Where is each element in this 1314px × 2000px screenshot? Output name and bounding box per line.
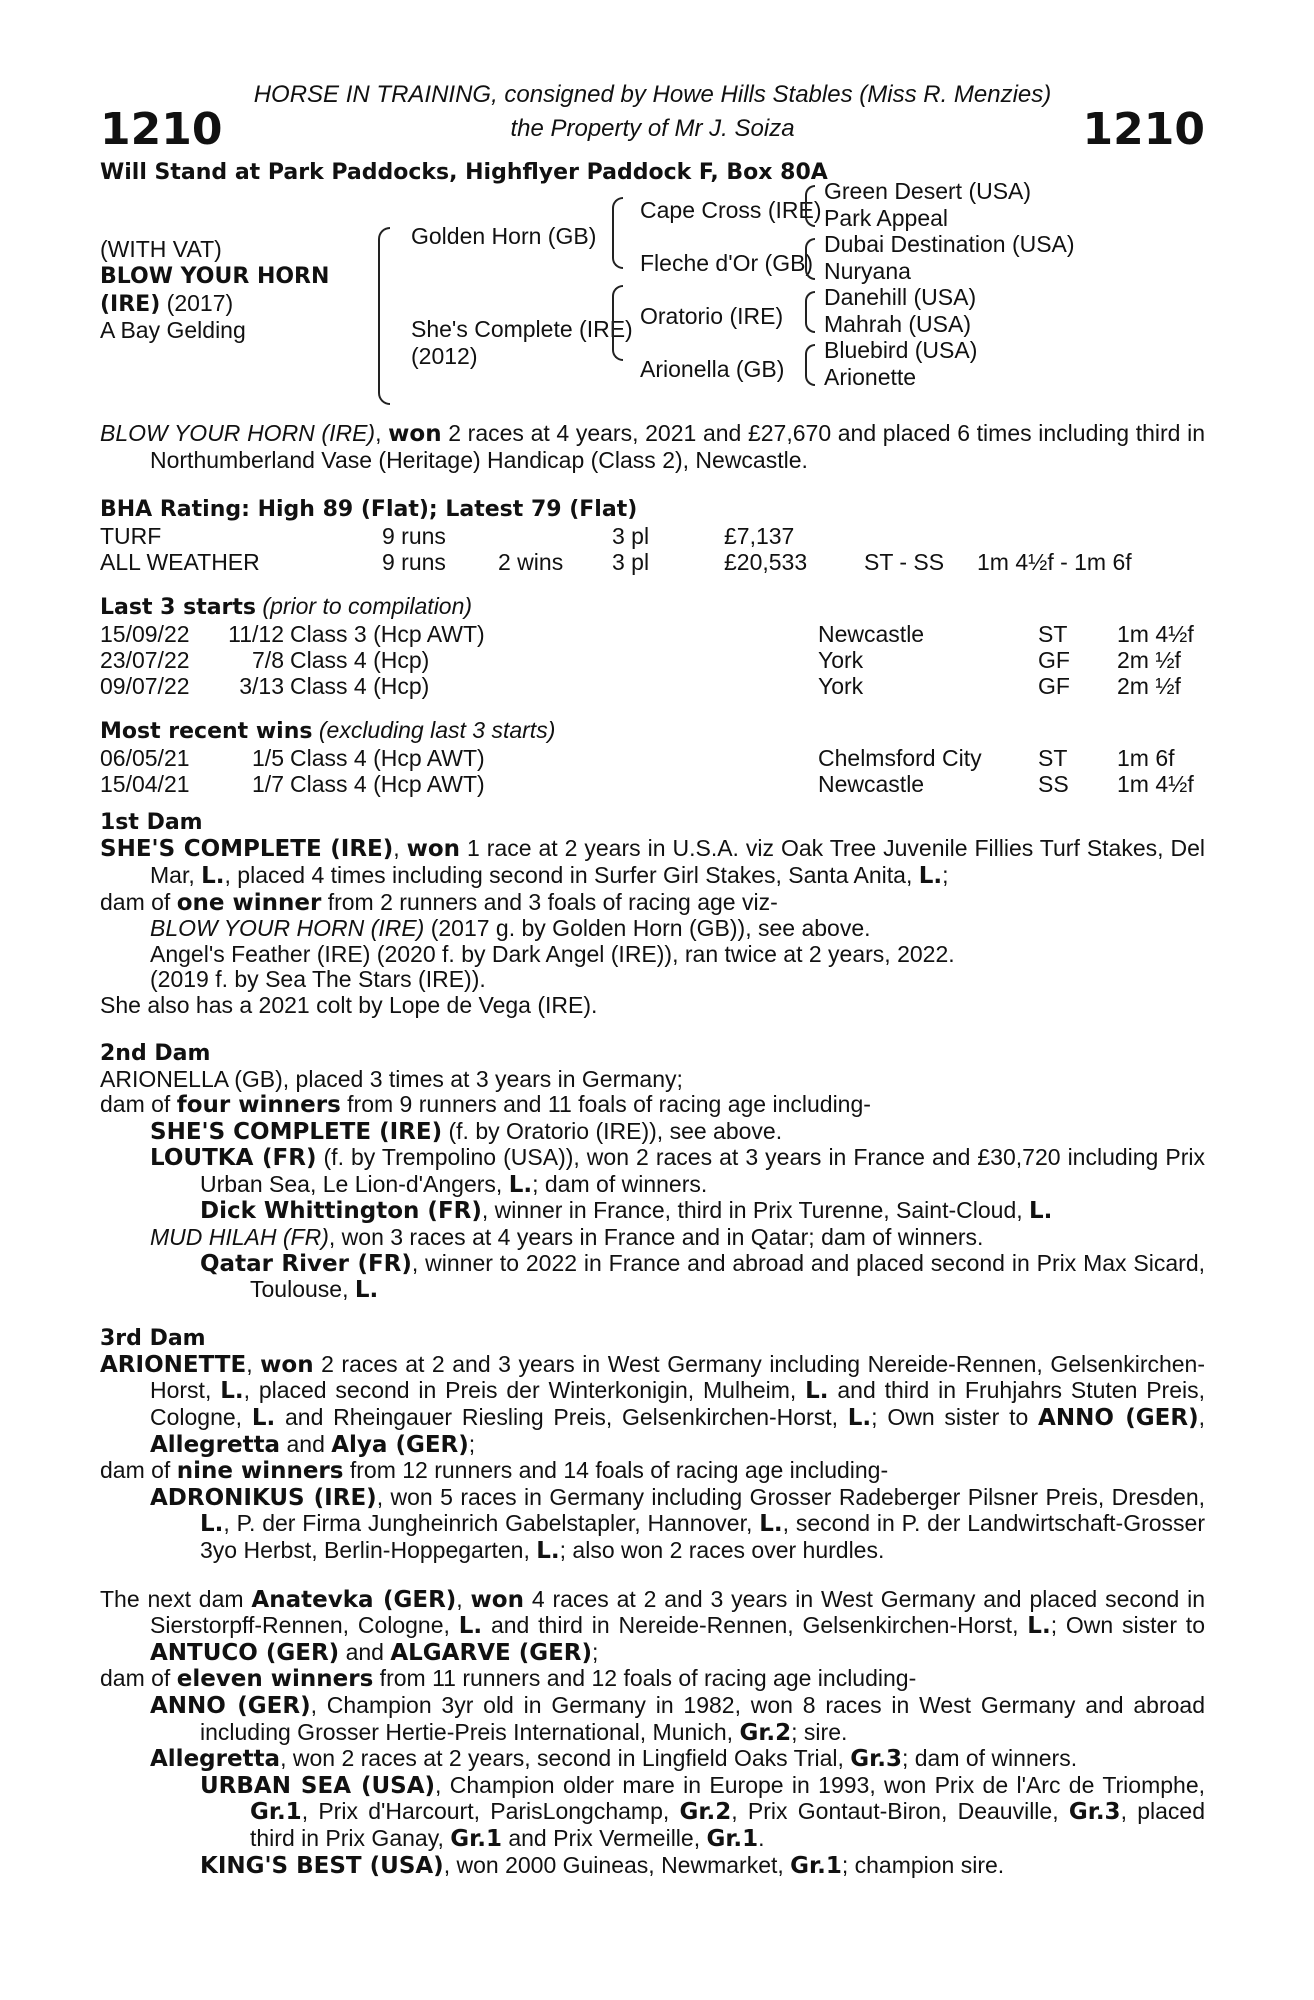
produce-name: KING'S BEST (USA): [200, 1852, 444, 1879]
rating-row-turf: [100, 523, 1205, 549]
produce-entry: [100, 1198, 1205, 1225]
form-class: Class 4 (Hcp AWT): [290, 770, 485, 797]
listed-mark: L.: [805, 1378, 829, 1405]
produce-entry: [100, 1485, 1205, 1565]
listed-mark: L.: [251, 1405, 276, 1432]
dam-of-text: dam of: [100, 888, 177, 915]
rating-prize: £20,533: [724, 548, 808, 575]
lot-header: [100, 104, 1205, 158]
next-dam-produce-intro: [100, 1666, 1205, 1693]
form-row: [100, 771, 1205, 797]
pedigree-g6: Mahrah (USA): [824, 311, 971, 337]
group-mark: Gr.2: [679, 1799, 732, 1826]
listed-mark: L.: [759, 1511, 783, 1538]
produce-entry: [100, 1773, 1205, 1853]
brace-g56: [805, 291, 815, 333]
form-distance: 1m 6f: [1117, 745, 1175, 772]
summary-text1: 2 races at 4 years, 2021 and £27,670 and placed 6 times: [441, 420, 1032, 446]
next-dam-winners: eleven winners: [176, 1666, 374, 1693]
race-summary: BLOW YOUR HORN (IRE), won 2 races at 4 years, 2021 and £27,670 and placed 6 times including third in Northumberland Vase (Heritage) Handicap (Class 2), Newcastle.: [100, 420, 1205, 473]
punctuation: ;: [468, 1430, 476, 1457]
form-class: Class 3 (Hcp AWT): [290, 621, 485, 648]
dam2-produce-intro: [100, 1092, 1205, 1119]
form-distance: 1m 4½f: [1117, 770, 1194, 797]
dam1-title: 1st Dam: [100, 810, 203, 836]
produce-entry: (2019 f. by Sea The Stars (IRE)).: [150, 966, 486, 993]
pedigree-g2: Park Appeal: [824, 205, 949, 231]
produce-name: MUD HILAH (FR): [150, 1224, 329, 1251]
horse-name-line2: [100, 290, 233, 318]
pedigree-g7: Bluebird (USA): [824, 337, 978, 363]
produce-name: Qatar River (FR): [200, 1250, 412, 1277]
dam2-winners: four winners: [176, 1092, 341, 1119]
next-dam-text: and third in Nereide-Rennen, Gelsenkirchen-Horst,: [482, 1612, 1028, 1639]
stand-line: Will Stand at Park Paddocks, Highflyer Paddock F, Box 80A: [100, 160, 828, 185]
produce-text: ; dam of winners.: [901, 1745, 1078, 1772]
produce-text: , won 5 races in Germany including Grosser Radeberger Pilsner Preis, Dresden,: [376, 1483, 1206, 1510]
dam3-winners: nine winners: [176, 1458, 344, 1485]
listed-mark: L.: [354, 1277, 379, 1304]
form-class: Class 4 (Hcp AWT): [290, 745, 485, 772]
form-position: 3/13: [239, 672, 284, 699]
recent-title-row: [100, 718, 1205, 745]
produce-text: ; dam of winners.: [532, 1170, 708, 1197]
dam3-text: ; Own sister to: [871, 1404, 1039, 1431]
dam-dam: Arionella (GB): [640, 356, 785, 382]
produce-text: ; also won 2 races over hurdles.: [559, 1537, 885, 1563]
form-going: GF: [1038, 672, 1070, 699]
sibling-name: Allegretta: [150, 1431, 281, 1458]
brace-sire: [612, 197, 623, 269]
rating-placed: 3 pl: [612, 523, 650, 550]
listed-mark: L.: [1029, 1198, 1053, 1225]
bha-rating-title: BHA Rating: High 89 (Flat); Latest 79 (Flat): [100, 497, 638, 523]
form-going: ST: [1038, 621, 1068, 648]
next-dam-name: Anatevka (GER): [251, 1586, 457, 1613]
form-course: York: [818, 646, 864, 673]
last3-title: Last 3 starts: [100, 595, 257, 621]
produce-text: , winner to 2022 in France and abroad and placed second in Prix Max Sicard, Toulouse,: [250, 1249, 1206, 1303]
dam3-text: , placed second in Preis der Winterkonigin, Mulheim,: [243, 1377, 806, 1404]
lot-number-right: 1210: [1082, 104, 1205, 155]
dam1-name: SHE'S COMPLETE (IRE): [100, 836, 394, 863]
recent-title: Most recent wins: [100, 719, 313, 745]
listed-mark: L.: [458, 1613, 483, 1640]
produce-text: (2017 g. by Golden Horn (GB)), see above.: [424, 915, 871, 942]
dam3-won: won: [260, 1351, 314, 1378]
group-mark: Gr.1: [706, 1825, 759, 1852]
lot-number-left: 1210: [100, 104, 223, 155]
punctuation: ;: [942, 861, 949, 888]
form-going: GF: [1038, 646, 1070, 673]
form-row: [100, 745, 1205, 771]
group-mark: Gr.1: [790, 1852, 842, 1879]
dam1-record: SHE'S COMPLETE (IRE), won 1 race at 2 years in U.S.A. viz Oak Tree Juvenile Fillies Turf Stakes, Del Mar, L., placed 4 times including second in Surfer Girl Stakes, Santa Anita, L.;: [100, 835, 1205, 889]
produce-text: , second in P. der Landwirtschaft-Grosser 3yo Herbst, Berlin-Hoppegarten,: [200, 1510, 1205, 1563]
produce-name: ANNO (GER): [150, 1692, 311, 1719]
next-dam-lead: The next dam: [100, 1585, 252, 1612]
horse-description: A Bay Gelding: [100, 317, 246, 343]
conjunction: and: [339, 1638, 391, 1665]
horse-suffix: (IRE): [100, 292, 161, 317]
form-position: 1/5: [252, 745, 284, 772]
dam-of-text: dam of: [100, 1665, 177, 1692]
dam-of-rest: from 11 runners and 12 foals of racing age including-: [373, 1665, 917, 1692]
produce-entry: [100, 1853, 1205, 1880]
produce-text: , won 2000 Guineas, Newmarket,: [443, 1851, 791, 1878]
summary-won: won: [388, 421, 442, 447]
next-dam-text: 4 races at 2 and 3 years in West Germany and placed second in Sierstorpff-Rennen, Cologne,: [150, 1585, 1205, 1639]
brace-gen1: [378, 227, 390, 405]
pedigree-table: [100, 178, 1205, 405]
form-position: 11/12: [228, 621, 284, 648]
group-mark: Gr.3: [1068, 1799, 1121, 1826]
dam3-text: 2 races at 2 and 3 years in West Germany including Nereide-Rennen, Gelsenkirchen-Horst,: [150, 1350, 1206, 1404]
sibling-name: ANTUCO (GER): [150, 1639, 340, 1666]
produce-name: SHE'S COMPLETE (IRE): [150, 1118, 443, 1145]
produce-text: , Prix Gontaut-Biron, Deauville,: [731, 1798, 1069, 1825]
produce-name: Allegretta: [150, 1746, 281, 1773]
form-distance: 1m 4½f: [1117, 621, 1194, 648]
punctuation: .: [758, 1824, 765, 1851]
dam2-title: 2nd Dam: [100, 1040, 211, 1066]
produce-text: (f. by Trempolino (USA)), won 2 races at 3 years in France and £30,720 including Prix Urban Sea, Le Lion-d'Angers,: [200, 1144, 1205, 1197]
pedigree-g1: Green Desert (USA): [824, 178, 1032, 204]
sibling-name: Alya (GER): [331, 1431, 469, 1458]
produce-name: URBAN SEA (USA): [200, 1772, 436, 1799]
group-mark: Gr.3: [850, 1746, 902, 1773]
sire-dam: Fleche d'Or (GB): [640, 250, 814, 276]
vat-note: (WITH VAT): [100, 236, 222, 262]
dam-of-text: dam of: [100, 1091, 177, 1118]
next-dam-won: won: [470, 1586, 524, 1613]
form-course: York: [818, 672, 864, 699]
produce-text: , placed third in Prix Ganay,: [250, 1798, 1205, 1851]
produce-entry: [100, 1225, 1205, 1251]
form-date: 06/05/21: [100, 745, 190, 772]
dam: She's Complete (IRE): [411, 316, 633, 342]
brace-g34: [805, 238, 815, 280]
horse-name: BLOW YOUR HORN: [100, 264, 330, 289]
sire-sire: Cape Cross (IRE): [640, 197, 822, 223]
listed-mark: L.: [200, 1511, 224, 1538]
rating-placed: 3 pl: [612, 548, 650, 575]
produce-text: , winner in France, third in Prix Turenne, Saint-Cloud,: [481, 1197, 1030, 1224]
produce-entry: [100, 1119, 1205, 1146]
form-position: 7/8: [252, 646, 284, 673]
produce-entry: [100, 1145, 1205, 1198]
sibling-name: ALGARVE (GER): [390, 1639, 593, 1666]
produce-text: and Prix Vermeille,: [501, 1824, 707, 1851]
last3-note: (prior to compilation): [256, 593, 473, 620]
dam2-record: ARIONELLA (GB), placed 3 times at 3 years in Germany;: [100, 1065, 683, 1092]
produce-entry: Angel's Feather (IRE) (2020 f. by Dark Angel (IRE)), ran twice at 2 years, 2022.: [150, 940, 955, 967]
listed-mark: L.: [1027, 1613, 1051, 1640]
rating-going: ST - SS: [864, 548, 945, 575]
form-date: 09/07/22: [100, 672, 190, 699]
dam3-title: 3rd Dam: [100, 1325, 206, 1351]
dam-year: (2012): [411, 343, 478, 369]
recent-note: (excluding last 3 starts): [312, 717, 556, 744]
group-mark: Gr.2: [739, 1719, 792, 1746]
punctuation: ,: [1198, 1404, 1205, 1431]
dam3-produce-intro: [100, 1458, 1205, 1485]
produce-text: , won 3 races at 4 years in France and in Qatar; dam of winners.: [328, 1224, 984, 1251]
rating-distance: 1m 4½f - 1m 6f: [977, 548, 1132, 575]
form-row: [100, 621, 1205, 647]
dam-of-text: dam of: [100, 1457, 177, 1484]
brace-g12: [805, 185, 815, 227]
rating-surface: TURF: [100, 523, 162, 550]
last3-title-row: [100, 594, 1205, 621]
pedigree-g3: Dubai Destination (USA): [824, 231, 1075, 257]
dam1-produce-intro: [100, 890, 1205, 917]
produce-text: (f. by Oratorio (IRE)), see above.: [442, 1117, 783, 1144]
dam3-name: ARIONETTE: [100, 1351, 247, 1378]
produce-text: , P. der Firma Jungheinrich Gabelstapler, Hannover,: [223, 1510, 760, 1537]
dam1-winners: one winner: [176, 889, 322, 916]
listed-mark: L.: [220, 1378, 244, 1405]
dam1-text: 1 race at 2 years in U.S.A. viz Oak Tree Juvenile Fillies Turf Stakes, Del Mar,: [150, 835, 1205, 888]
form-class: Class 4 (Hcp): [290, 646, 430, 673]
form-row: [100, 647, 1205, 673]
produce-entry: [100, 1251, 1205, 1304]
dam-of-rest: from 12 runners and 14 foals of racing age including-: [343, 1457, 889, 1484]
brace-dam: [612, 285, 623, 361]
produce-text: , Champion 3yr old in Germany in 1982, won 8 races in West Germany and abroad including Grosser Hertie-Preis International, Munich,: [200, 1691, 1205, 1745]
form-date: 15/04/21: [100, 770, 190, 797]
listed-mark: L.: [918, 862, 943, 889]
sire: Golden Horn (GB): [411, 223, 597, 249]
dam1-won: won: [406, 836, 461, 863]
listed-mark: L.: [536, 1538, 560, 1564]
dam-sire: Oratorio (IRE): [640, 303, 784, 329]
group-mark: Gr.1: [450, 1825, 502, 1852]
form-going: SS: [1038, 770, 1069, 797]
dam-of-rest: from 2 runners and 3 foals of racing age viz-: [321, 888, 778, 915]
produce-text: , Prix d'Harcourt, ParisLongchamp,: [301, 1798, 680, 1825]
form-course: Newcastle: [818, 770, 925, 797]
listed-mark: L.: [508, 1171, 533, 1198]
form-row: [100, 673, 1205, 699]
produce-name: LOUTKA (FR): [150, 1145, 317, 1172]
group-mark: Gr.1: [250, 1799, 302, 1826]
rating-runs: 9 runs: [382, 548, 446, 575]
form-distance: 2m ½f: [1117, 646, 1181, 673]
dam3-text: and third in Fruhjahrs Stuten Preis, Cologne,: [150, 1377, 1206, 1431]
consignor-line: HORSE IN TRAINING, consigned by Howe Hills Stables (Miss R. Menzies): [253, 81, 1052, 108]
catalogue-page: [100, 80, 1205, 1879]
produce-entry: [100, 1746, 1205, 1773]
form-distance: 2m ½f: [1117, 672, 1181, 699]
rating-wins: 2 wins: [498, 548, 564, 575]
produce-name: BLOW YOUR HORN (IRE): [150, 915, 425, 942]
dam-of-rest: from 9 runners and 11 foals of racing age including-: [340, 1091, 871, 1118]
summary-text2: including third in Northumberland Vase (Heritage) Handicap (Class 2), Newcastle.: [150, 420, 1205, 473]
form-course: Newcastle: [818, 621, 925, 648]
produce-text: , Champion older mare in Europe in 1993, won Prix de l'Arc de Triomphe,: [435, 1771, 1205, 1798]
summary-horse: BLOW YOUR HORN (IRE): [100, 420, 376, 446]
produce-text: , won 2 races at 2 years, second in Lingfield Oaks Trial,: [280, 1745, 851, 1772]
next-dam-text: ; Own sister to: [1050, 1612, 1205, 1639]
form-course: Chelmsford City: [818, 745, 982, 772]
next-dam-record: The next dam Anatevka (GER), won 4 races at 2 and 3 years in West Germany and placed second in Sierstorpff-Rennen, Cologne, L. and third in Nereide-Rennen, Gelsenkirchen-Horst, L.; Own sister to ANTUCO (GER) and ALGARVE (GER);: [100, 1585, 1205, 1666]
pedigree-g5: Danehill (USA): [824, 284, 977, 310]
dam1-text: , placed 4 times including second in Surfer Girl Stakes, Santa Anita,: [224, 861, 919, 888]
punctuation: ;: [592, 1638, 599, 1665]
produce-name: ADRONIKUS (IRE): [150, 1484, 377, 1511]
produce-text: ; champion sire.: [841, 1851, 1005, 1878]
dam1-note: She also has a 2021 colt by Lope de Vega (IRE).: [100, 991, 598, 1018]
rating-surface: ALL WEATHER: [100, 548, 260, 575]
rating-row-aw: [100, 549, 1205, 575]
property-line: the Property of Mr J. Soiza: [510, 115, 795, 142]
conjunction: and: [280, 1430, 332, 1457]
produce-entry: [100, 916, 1205, 942]
sibling-name: ANNO (GER): [1038, 1405, 1199, 1432]
produce-text: ; sire.: [791, 1718, 848, 1745]
produce-entry: [100, 1693, 1205, 1746]
dam3-text: and Rheingauer Riesling Preis, Gelsenkirchen-Horst,: [275, 1404, 848, 1431]
produce-name: Dick Whittington (FR): [200, 1198, 482, 1225]
form-position: 1/7: [252, 770, 284, 797]
pedigree-g4: Nuryana: [824, 258, 911, 284]
rating-runs: 9 runs: [382, 523, 446, 550]
brace-g78: [805, 344, 815, 386]
listed-mark: L.: [201, 862, 225, 889]
form-date: 15/09/22: [100, 621, 190, 648]
horse-year: (2017): [160, 290, 234, 316]
dam3-record: ARIONETTE, won 2 races at 2 and 3 years in West Germany including Nereide-Rennen, Gelsenkirchen-Horst, L., placed second in Preis der Winterkonigin, Mulheim, L. and third in Fruhjahrs Stuten Preis, Cologne, L. and Rheingauer Riesling Preis, Gelsenkirchen-Horst, L.; Own sister to ANNO (GER), Allegretta and Alya (GER);: [100, 1350, 1206, 1458]
listed-mark: L.: [847, 1405, 872, 1432]
form-date: 23/07/22: [100, 646, 190, 673]
form-going: ST: [1038, 745, 1068, 772]
rating-prize: £7,137: [724, 523, 795, 550]
form-class: Class 4 (Hcp): [290, 672, 430, 699]
pedigree-g8: Arionette: [824, 364, 917, 390]
